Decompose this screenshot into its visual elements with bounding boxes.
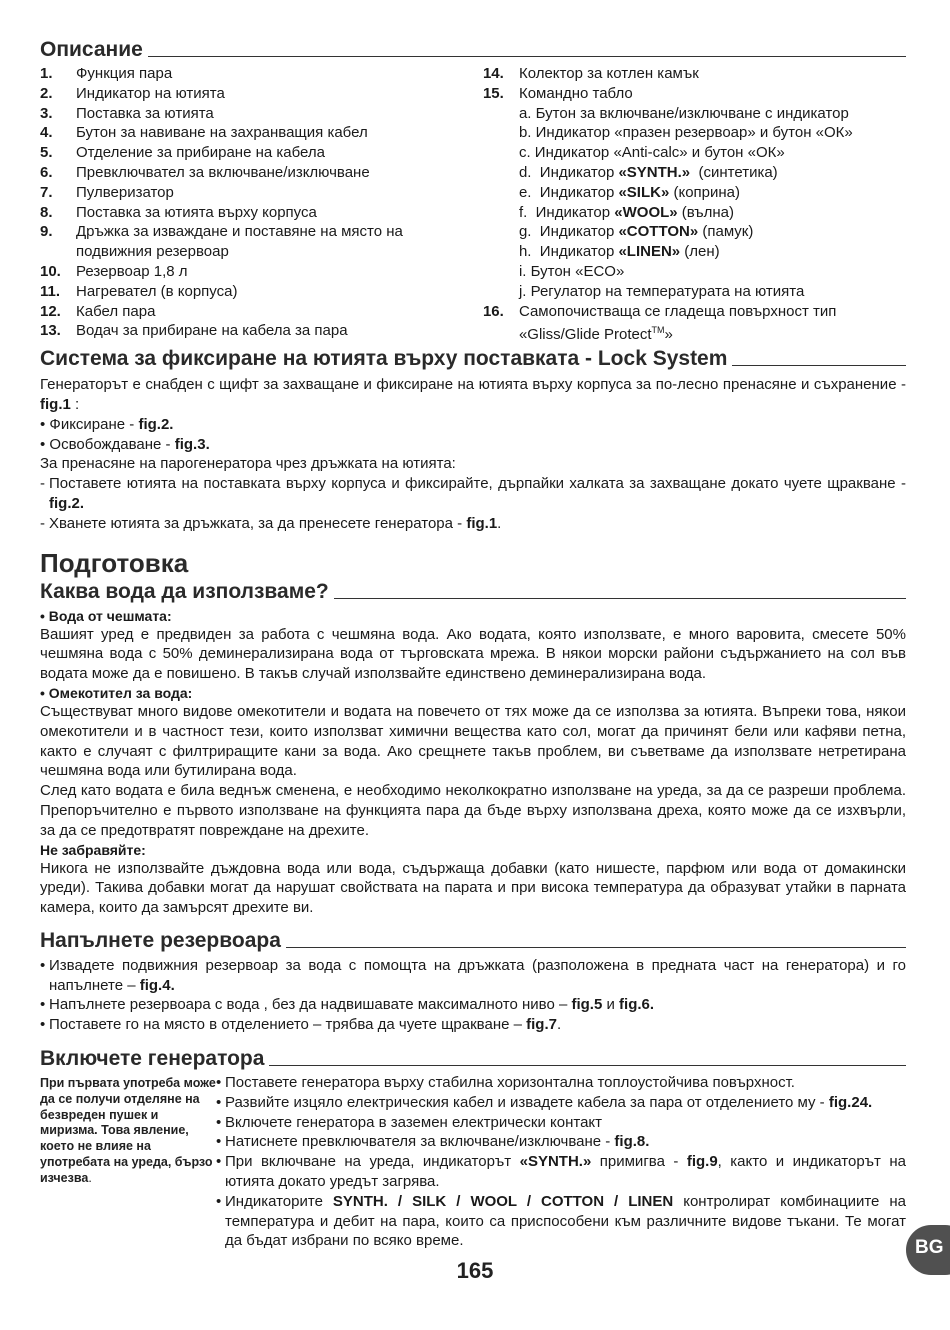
heading-text: Система за фиксиране на ютията върху поставката - Lock System — [40, 347, 728, 371]
start-step: • Поставете генератора върху стабилна хоризонтална топлоустойчива повърхност. — [216, 1074, 795, 1092]
parts-list — [40, 64, 906, 345]
sub-item: b. Индикатор «празен резервоар» и бутон «ОК» — [518, 124, 853, 142]
section-start-title — [40, 1047, 906, 1071]
sub-item: j. Регулатор на температурата на ютията — [518, 282, 805, 300]
lock-fix-line: • Фиксиране - fig.2. — [40, 415, 174, 433]
start-step: • При включване на уреда, индикаторът «SYNTH.» примигва - fig.9, както и индикаторът на ютията докато уредът загрява. — [216, 1153, 906, 1191]
list-item: 14. Колектор за котлен камък — [482, 65, 699, 82]
language-code: BG — [915, 1237, 944, 1258]
softener-text: Съществуват много видове омекотители и водата на повечето от тях може да се използва за ютията. Въпреки това, някои омекотители и в частност тези, които използват химични вещества като сол, могат да причинят бели или кафяви петна, както е случаят с филтриращите кани за вода. Ако срещнете такъв проблем, ви съветваме да използвате нетретирана чешмяна вода или бутилирана вода. — [40, 702, 906, 780]
list-item: 5. Отделение за прибиране на кабела — [40, 144, 325, 162]
list-item: 15. Командно табло — [482, 84, 633, 102]
manual-page — [40, 38, 906, 1251]
start-section-body — [40, 1073, 906, 1251]
list-item: 10. Резервоар 1,8 л — [40, 262, 188, 280]
fill-step: • Напълнете резервоара с вода , без да надвишавате максималното ниво – fig.5 и fig.6. — [40, 996, 655, 1014]
heading-text: Каква вода да използваме? — [40, 579, 329, 603]
section-fill-title — [40, 929, 906, 953]
remember-heading: Не забравяйте: — [40, 841, 146, 858]
lock-paragraph: Генераторът е снабден с щифт за захващане и фиксиране на ютията върху корпуса за по-лесно пренасяне и съхранение - fig.1 : — [40, 376, 906, 413]
lock-release-line: • Освобождаване - fig.3. — [40, 435, 210, 453]
list-item: 1. Функция пара — [40, 65, 173, 82]
carry-step: - Поставете ютията на поставката върху корпуса и фиксирайте, дърпайки халката за захващане докато чуете щракване - fig.2. — [40, 475, 906, 512]
softener-text-2: След като водата е била веднъж сменена, е необходимо неколкократно използване на уреда, за да се разреши проблема. Препоръчително е първото използване на функцията пара да бъде върху използвана дреха, която може да се изхвърли, за да се предотвратят повреждане на дрехите. — [40, 782, 906, 839]
softener-heading: • Омекотител за вода: — [40, 684, 193, 701]
heading-text: Включете генератора — [40, 1047, 265, 1071]
trademark-mark: TM — [651, 325, 665, 336]
sub-item: d. Индикатор «SYNTH.» (синтетика) — [518, 163, 778, 181]
list-item: 7. Пулверизатор — [40, 183, 174, 201]
sub-item: e. Индикатор «SILK» (коприна) — [518, 183, 741, 201]
start-step: • Включете генератора в заземен електрически контакт — [216, 1113, 603, 1131]
sub-item: f. Индикатор «WOOL» (вълна) — [518, 203, 735, 221]
remember-text: Никога не използвайте дъждовна вода или вода, съдържаща добавки (като нишесте, парфюм или вода от домакински уреди). Такива добавки могат да нарушат свойствата на парата и при висока температура да образуват утайки в парната камера, които да замърсят дрехите ви. — [40, 859, 906, 917]
sub-item: i. Бутон «ECO» — [518, 262, 625, 280]
sub-item: g. Индикатор «COTTON» (памук) — [518, 223, 754, 241]
heading-text: Описание — [40, 38, 143, 61]
list-item: 9. Дръжка за изваждане и поставяне на място на подвижния резервоар — [40, 223, 403, 261]
sub-item: c. Индикатор «Anti-calc» и бутон «ОК» — [518, 144, 785, 162]
language-tab — [906, 1225, 950, 1275]
section-prep-title — [40, 548, 906, 579]
list-item: 6. Превключвател за включване/изключване — [40, 163, 370, 181]
start-step: • Развийте изцяло електрическия кабел и извадете кабела за пара от отделението му - fig.24. — [216, 1093, 873, 1111]
parts-list-left — [40, 64, 477, 345]
list-item: 8. Поставка за ютията върху корпуса — [40, 203, 317, 221]
list-item: 12. Кабел пара — [40, 302, 156, 320]
start-step: • Натиснете превключвателя за включване/изключване - fig.8. — [216, 1133, 650, 1151]
heading-text: Подготовка — [40, 547, 189, 578]
fill-step: • Извадете подвижния резервоар за вода с помощта на дръжката (разположена в предната част на генератора) и го напълнете – fig.4. — [40, 956, 906, 994]
carry-step: - Хванете ютията за дръжката, за да пренесете генератора - fig.1. — [40, 514, 502, 532]
parts-list-right — [483, 64, 906, 345]
tap-water-text: Вашият уред е предвиден за работа с чешмяна вода. Ако водата, която използвате, е много варовита, смесете 50% чешмяна вода с 50% деминерализирана вода от търговската мрежа. В някои морски райони съдържанието на сол във водата може да е повишено. В такъв случай използвайте единствено деминерализирана вода. — [40, 625, 906, 683]
carry-intro: За пренасяне на парогенератора чрез дръжката на ютията: — [40, 455, 456, 473]
list-item: 2. Индикатор на ютията — [40, 84, 225, 102]
list-item: 4. Бутон за навиване на захранващия кабел — [40, 124, 368, 142]
list-item: 13. Водач за прибиране на кабела за пара — [40, 322, 348, 340]
first-use-note: При първата употреба може да се получи отделяне на безвреден пушек и миризма. Това явление, което не влияе на употребата на уреда, бързо изчезва. — [40, 1076, 216, 1185]
list-item: 16. Самопочистваща се гладеща повърхност тип «Gliss/Glide Protect™» — [482, 302, 837, 344]
sub-item: h. Индикатор «LINEN» (лен) — [518, 243, 720, 261]
fill-step: • Поставете го на място в отделението – трябва да чуете щракване – fig.7. — [40, 1016, 562, 1034]
list-item: 11. Нагревател (в корпуса) — [40, 282, 238, 300]
start-steps — [216, 1073, 906, 1251]
tap-water-heading: • Вода от чешмата: — [40, 607, 172, 624]
start-step: • Индикаторите SYNTH. / SILK / WOOL / COTTON / LINEN контролират комбинациите на температура и дебит на пара, които са приспособени към различните видове тъкани. Те могат да бъдат избрани по всяко време. — [216, 1192, 907, 1250]
list-item: 3. Поставка за ютията — [40, 104, 214, 122]
section-water-title — [40, 580, 906, 604]
heading-text: Напълнете резервоара — [40, 928, 281, 952]
sub-item: a. Бутон за включване/изключване с индикатор — [518, 104, 849, 122]
section-lock-title — [40, 347, 906, 371]
section-description-title — [40, 38, 906, 62]
page-number: 165 — [456, 1258, 494, 1283]
